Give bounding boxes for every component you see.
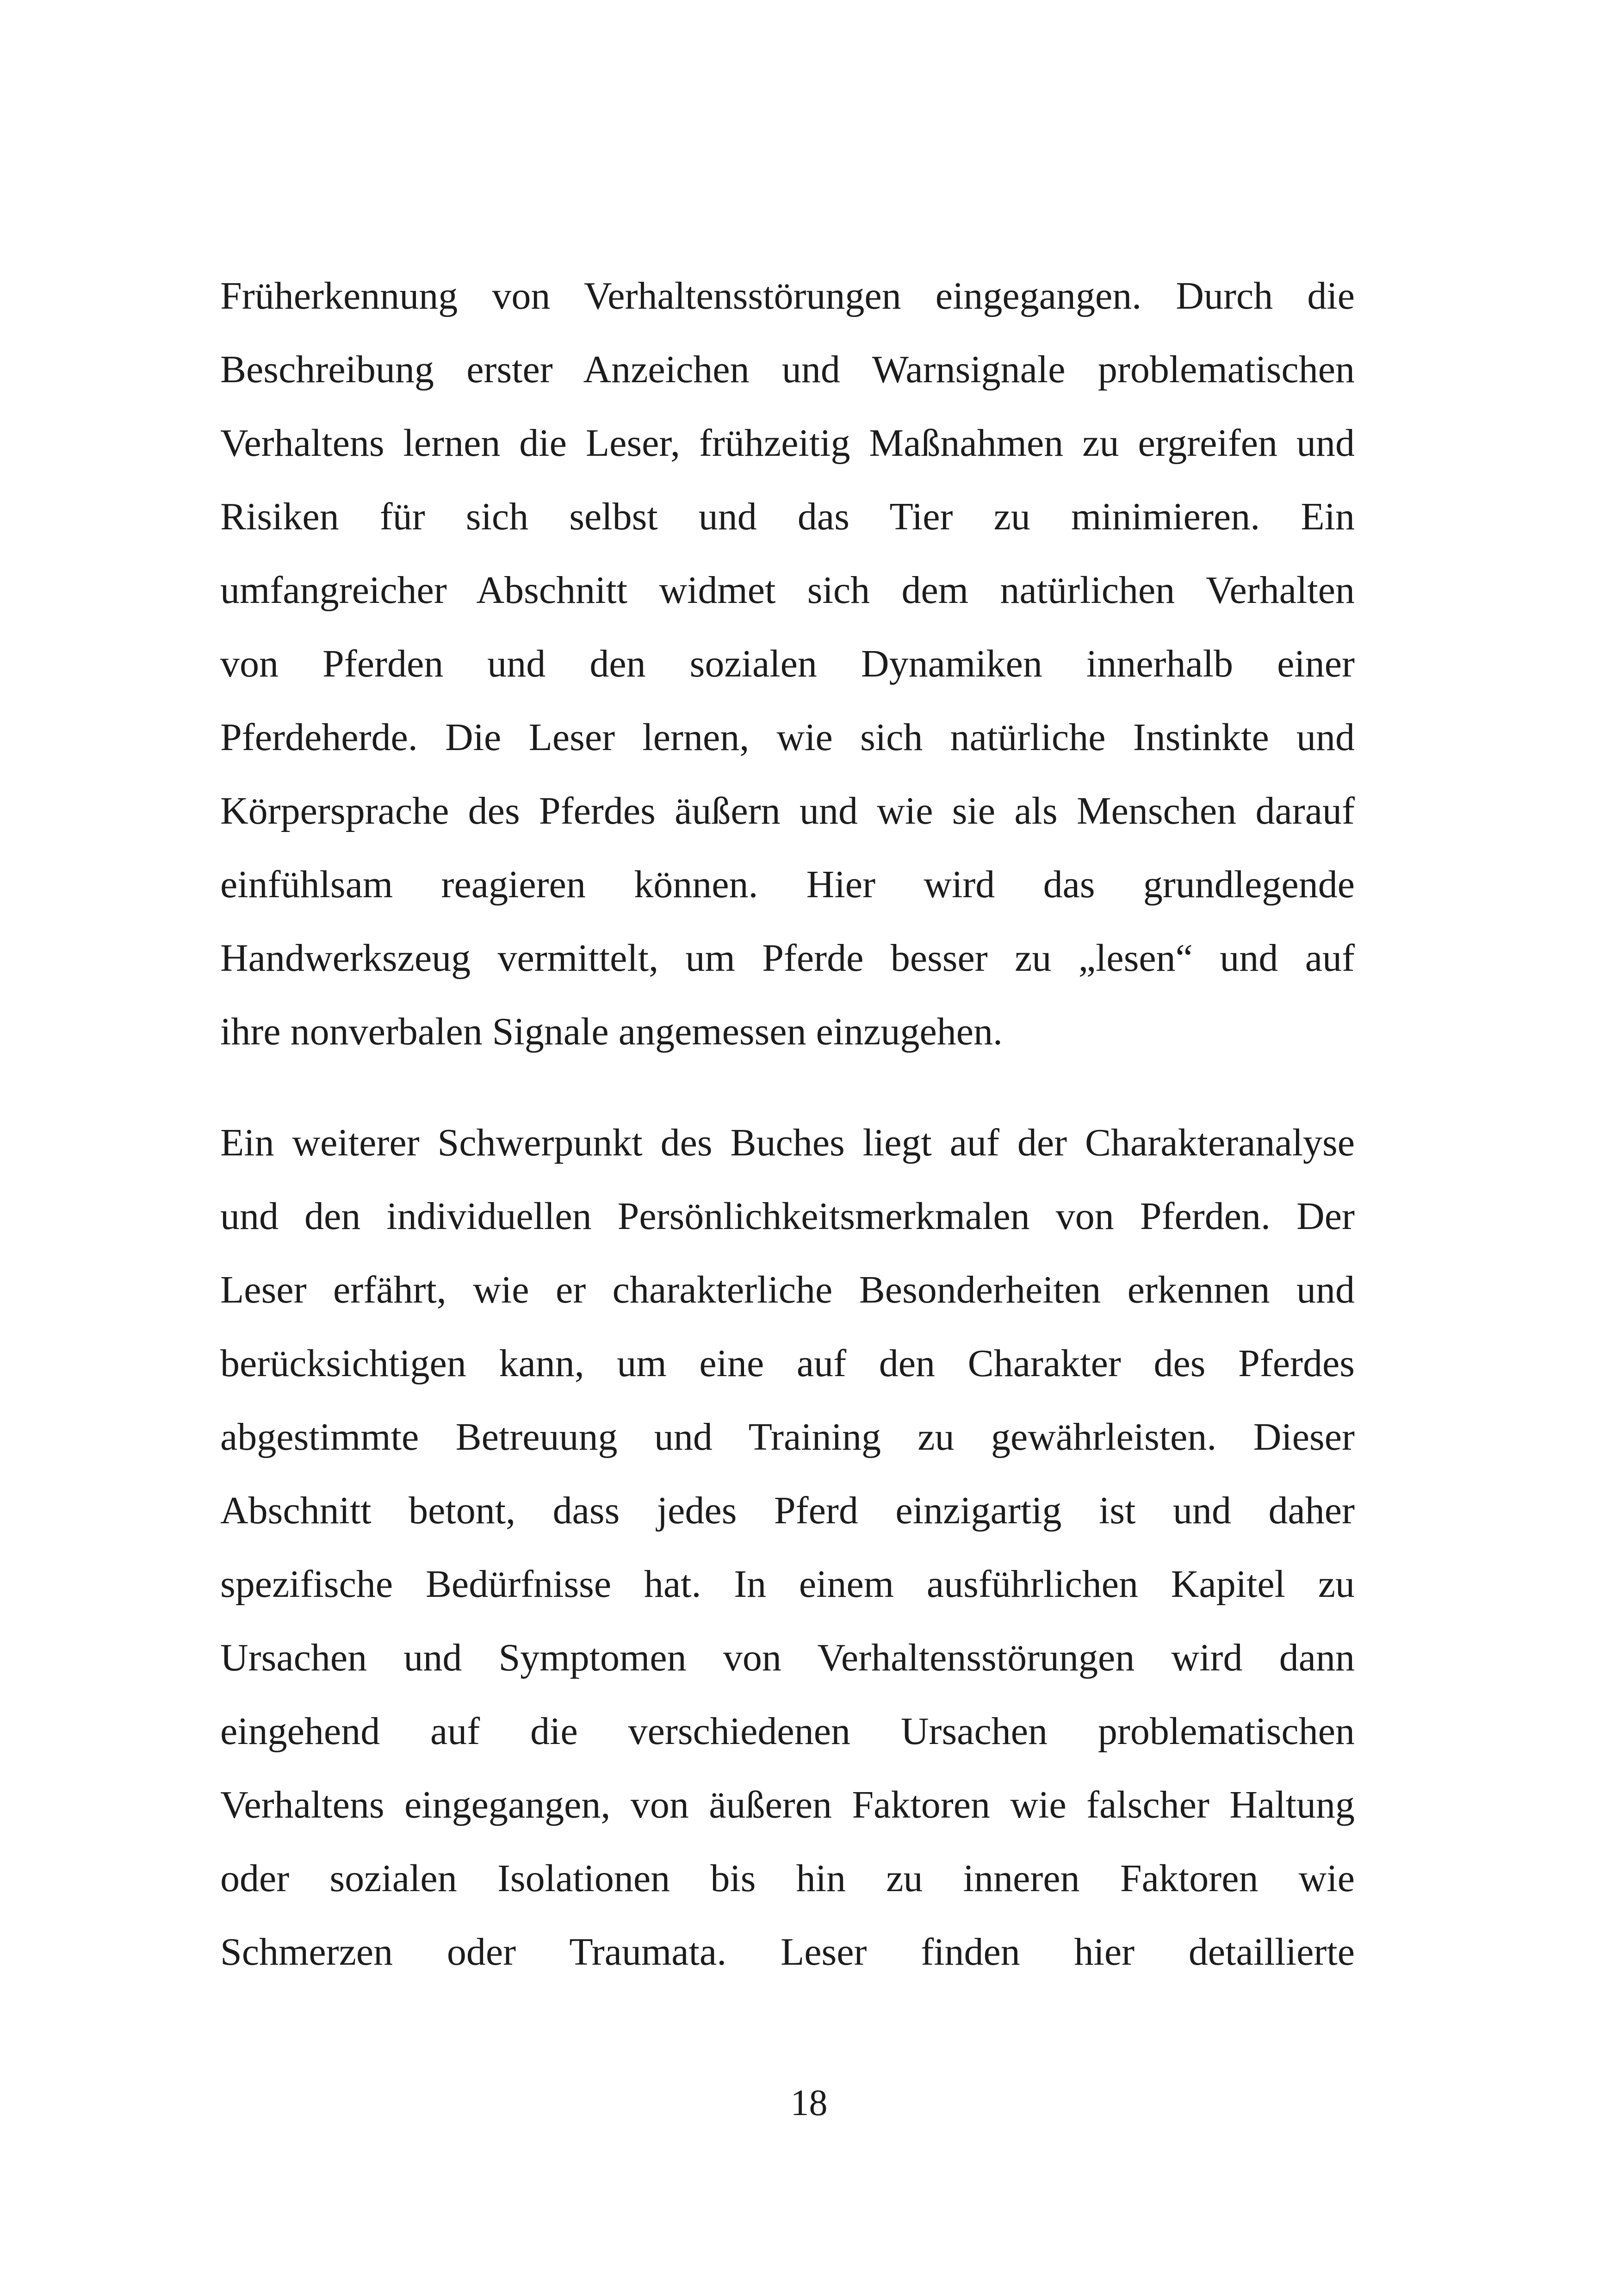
text-line: von Pferden und den sozialen Dynamiken innerhalb einer (220, 642, 1355, 685)
text-line: einfühlsam reagieren können. Hier wird das grundlegende (220, 863, 1355, 906)
text-line: Beschreibung erster Anzeichen und Warnsignale problematischen (220, 348, 1355, 391)
text-line: umfangreicher Abschnitt widmet sich dem natürlichen Verhalten (220, 569, 1355, 612)
text-line: Ein weiterer Schwerpunkt des Buches liegt auf der Charakteranalyse (220, 1121, 1355, 1164)
text-line: oder sozialen Isolationen bis hin zu inneren Faktoren wie (220, 1857, 1355, 1900)
text-line: Verhaltens eingegangen, von äußeren Faktoren wie falscher Haltung (220, 1783, 1355, 1826)
paragraph-2 (220, 1106, 1355, 1989)
page-number: 18 (790, 2083, 828, 2123)
text-line: Früherkennung von Verhaltensstörungen eingegangen. Durch die (220, 274, 1355, 317)
text-line: Ursachen und Symptomen von Verhaltensstörungen wird dann (220, 1636, 1355, 1679)
text-line: und den individuellen Persönlichkeitsmerkmalen von Pferden. Der (220, 1195, 1355, 1238)
text-line: berücksichtigen kann, um eine auf den Charakter des Pferdes (220, 1342, 1355, 1385)
text-line: Risiken für sich selbst und das Tier zu minimieren. Ein (220, 495, 1355, 538)
text-line: Schmerzen oder Traumata. Leser finden hier detaillierte (220, 1930, 1355, 1973)
text-line: spezifische Bedürfnisse hat. In einem ausführlichen Kapitel zu (220, 1563, 1355, 1606)
text-line: ihre nonverbalen Signale angemessen einzugehen. (220, 1010, 1003, 1053)
text-line: Handwerkszeug vermittelt, um Pferde besser zu „lesen“ und auf (220, 937, 1355, 980)
text-line: Körpersprache des Pferdes äußern und wie sie als Menschen darauf (220, 789, 1355, 832)
text-line: eingehend auf die verschiedenen Ursachen problematischen (220, 1710, 1355, 1753)
text-line: Leser erfährt, wie er charakterliche Besonderheiten erkennen und (220, 1268, 1355, 1311)
text-line: Pferdeherde. Die Leser lernen, wie sich natürliche Instinkte und (220, 716, 1355, 759)
paragraph-1 (220, 259, 1355, 1068)
text-line: Verhaltens lernen die Leser, frühzeitig Maßnahmen zu ergreifen und (220, 422, 1355, 465)
text-line: abgestimmte Betreuung und Training zu gewährleisten. Dieser (220, 1415, 1355, 1458)
text-line: Abschnitt betont, dass jedes Pferd einzigartig ist und daher (220, 1489, 1355, 1532)
